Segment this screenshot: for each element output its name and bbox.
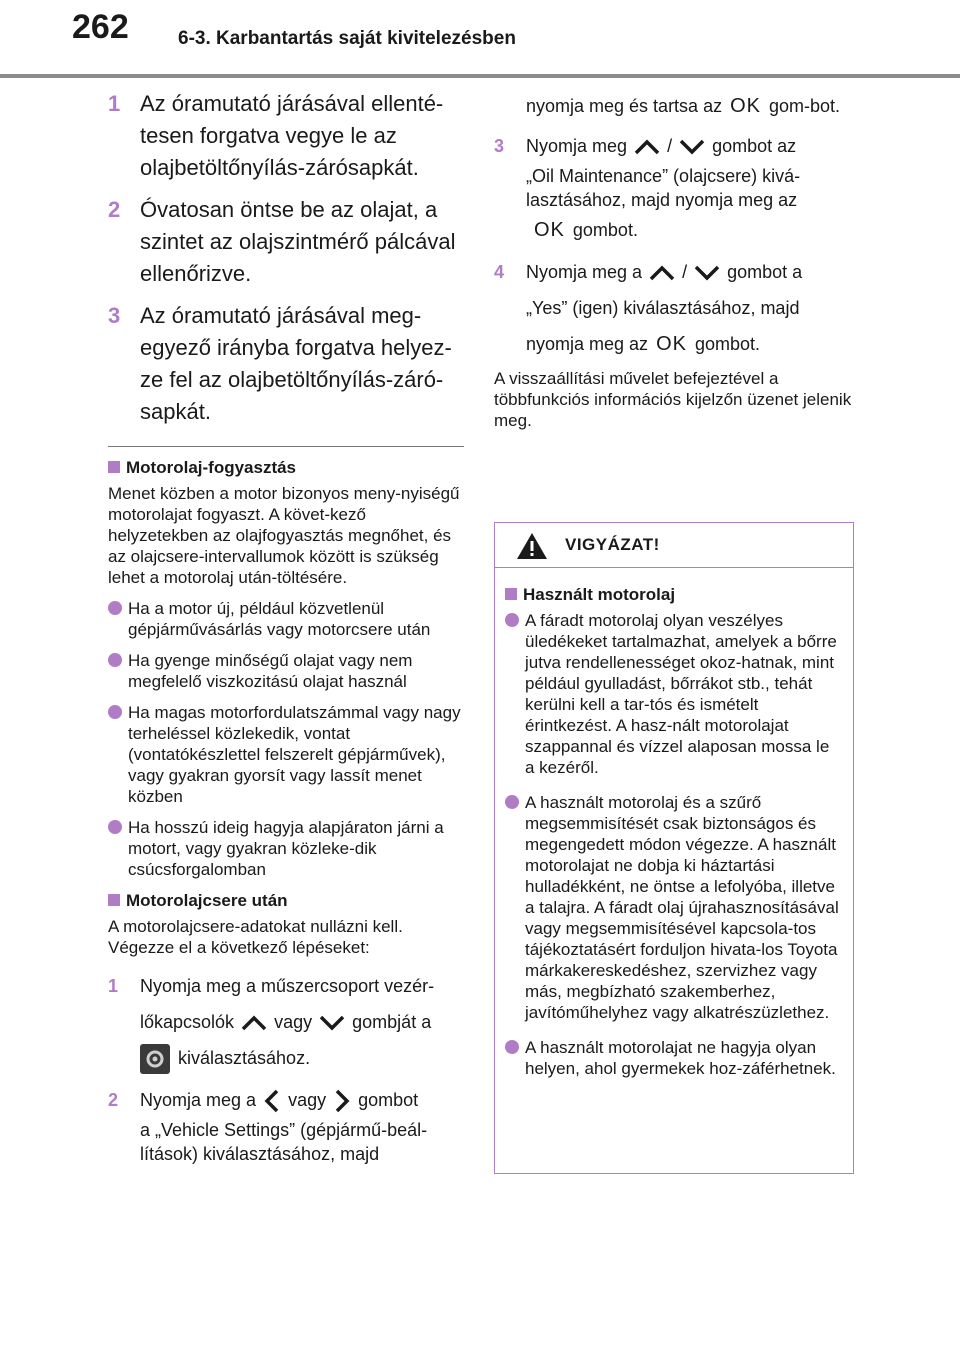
reset-step-1: 1 Nyomja meg a műszercsoport vezér- lőkapcsolók vagy gombját a kiválasztásához. — [108, 968, 464, 1076]
right-column — [494, 88, 854, 441]
step-number: 3 — [494, 136, 505, 156]
ok-button-icon: OK — [730, 95, 761, 117]
list-item: A használt motorolaj és a szűrő megsemmisítését csak biztonságos és megengedett módon végezze. A használt motorolajat ne dobja ki háztartási hulladékként, ne öntse a lefolyóba, illetve a talajra. A fáradt olaj újrahasznosításával vagy megsemmisítésével kapcsola-tos tájékoztatásért forduljon hivata-los Toyota márkakereskedéshez, szervizhez vagy más, megbízható szakemberhez, javítóműhelyhez vagy alkatrészüzlethez. — [505, 792, 843, 1023]
step-number: 1 — [108, 976, 119, 996]
list-item: Ha hosszú ideig hagyja alapjáraton járni a motort, vagy gyakran közleke-dik csúcsforgalomban — [108, 817, 464, 880]
caution-title: VIGYÁZAT! — [565, 535, 660, 554]
page-header — [0, 0, 960, 80]
step-pour-oil — [108, 194, 464, 290]
gear-icon — [140, 1044, 170, 1074]
step-number: 3 — [108, 303, 121, 328]
step-remove-cap — [108, 88, 464, 184]
step-text: Óvatosan öntse be az olajat, a szintet az olajszintmérő pálcával ellenőrizve. — [140, 197, 456, 286]
chevron-down-icon — [677, 137, 707, 157]
list-item: Ha a motor új, például közvetlenül gépjárművásárlás vagy motorcsere után — [108, 598, 464, 640]
page-number: 262 — [72, 8, 129, 46]
chevron-up-icon — [632, 137, 662, 157]
square-bullet-icon — [505, 588, 517, 600]
chevron-left-icon — [261, 1088, 283, 1114]
circle-bullet-icon — [108, 653, 122, 667]
chevron-down-icon — [317, 1013, 347, 1033]
reset-step-4: 4 Nyomja meg a / gombot a „Yes” (igen) kiválasztásához, majd nyomja meg az OK gombot. — [494, 254, 854, 362]
caution-body — [495, 568, 853, 1079]
chevron-down-icon — [692, 263, 722, 283]
completion-note: A visszaállítási művelet befejeztével a többfunkciós információs kijelzőn üzenet jelenik meg. — [494, 369, 852, 430]
after-change-intro: A motorolajcsere-adatokat nullázni kell. Végezze el a következő lépéseket: — [108, 917, 403, 957]
step-number: 2 — [108, 197, 121, 222]
chevron-up-icon — [239, 1013, 269, 1033]
circle-bullet-icon — [505, 795, 519, 809]
caution-header — [495, 523, 853, 568]
list-item: A használt motorolajat ne hagyja olyan helyen, ahol gyermekek hoz-záférhetnek. — [505, 1037, 843, 1079]
section-title: 6-3. Karbantartás saját kivitelezésben — [178, 28, 516, 49]
step-number: 4 — [494, 262, 505, 282]
circle-bullet-icon — [505, 1040, 519, 1054]
caution-box — [494, 522, 854, 1174]
consumption-heading: Motorolaj-fogyasztás — [108, 457, 464, 479]
used-oil-heading: Használt motorolaj — [505, 584, 843, 606]
reset-step-3: 3 Nyomja meg / gombot az „Oil Maintenance” (olajcsere) kivá-lasztásához, majd nyomja meg az OK gombot. — [494, 128, 854, 248]
list-item: Ha gyenge minőségű olajat vagy nem megfelelő viszkozitású olajat használ — [108, 650, 464, 692]
section-divider — [108, 446, 464, 447]
list-item: Ha magas motorfordulatszámmal vagy nagy terheléssel közlekedik, vontat (vontatókészlettel felszerelt gépjárművek), vagy gyakran gyorsít vagy lassít menet közben — [108, 702, 464, 807]
ok-button-icon: OK — [656, 333, 687, 355]
circle-bullet-icon — [108, 705, 122, 719]
step-replace-cap — [108, 300, 464, 428]
square-bullet-icon — [108, 894, 120, 906]
chevron-up-icon — [647, 263, 677, 283]
reset-step-2-cont: nyomja meg és tartsa az OK gom-bot. — [494, 88, 854, 124]
list-item: A fáradt motorolaj olyan veszélyes üledékeket tartalmazhat, amelyek a bőrre jutva rendellenességet okoz-hatnak, mint például gyulladást, bőrrákot stb., tehát kerülni kell a tar-tós és ismételt érintkezést. A hasz-nált motorolajat szappannal és vízzel alaposan mossa le a kezéről. — [505, 610, 843, 778]
ok-button-icon: OK — [534, 219, 565, 241]
left-column — [108, 88, 464, 1172]
warning-icon — [515, 531, 549, 561]
step-text: Az óramutató járásával meg-egyező irányba forgatva helyez-ze fel az olajbetöltőnyílás-záró-sapkát. — [140, 303, 452, 424]
circle-bullet-icon — [108, 601, 122, 615]
header-rule — [0, 74, 960, 78]
reset-step-2: 2 Nyomja meg a vagy gombot a „Vehicle Settings” (gépjármű-beál-lítások) kiválasztásához, majd — [108, 1082, 464, 1166]
circle-bullet-icon — [505, 613, 519, 627]
circle-bullet-icon — [108, 820, 122, 834]
step-text: Az óramutató járásával ellenté-tesen forgatva vegye le az olajbetöltőnyílás-zárósapkát. — [140, 91, 444, 180]
consumption-intro: Menet közben a motor bizonyos meny-nyiségű motorolajat fogyaszt. A követ-kező helyzetekben az olajfogyasztás megnőhet, és az olajcsere-intervallumok között is szükség lehet a motorolaj után-töltésére. — [108, 484, 460, 587]
square-bullet-icon — [108, 461, 120, 473]
after-change-heading: Motorolajcsere után — [108, 890, 464, 912]
step-number: 2 — [108, 1090, 119, 1110]
chevron-right-icon — [331, 1088, 353, 1114]
step-number: 1 — [108, 91, 121, 116]
